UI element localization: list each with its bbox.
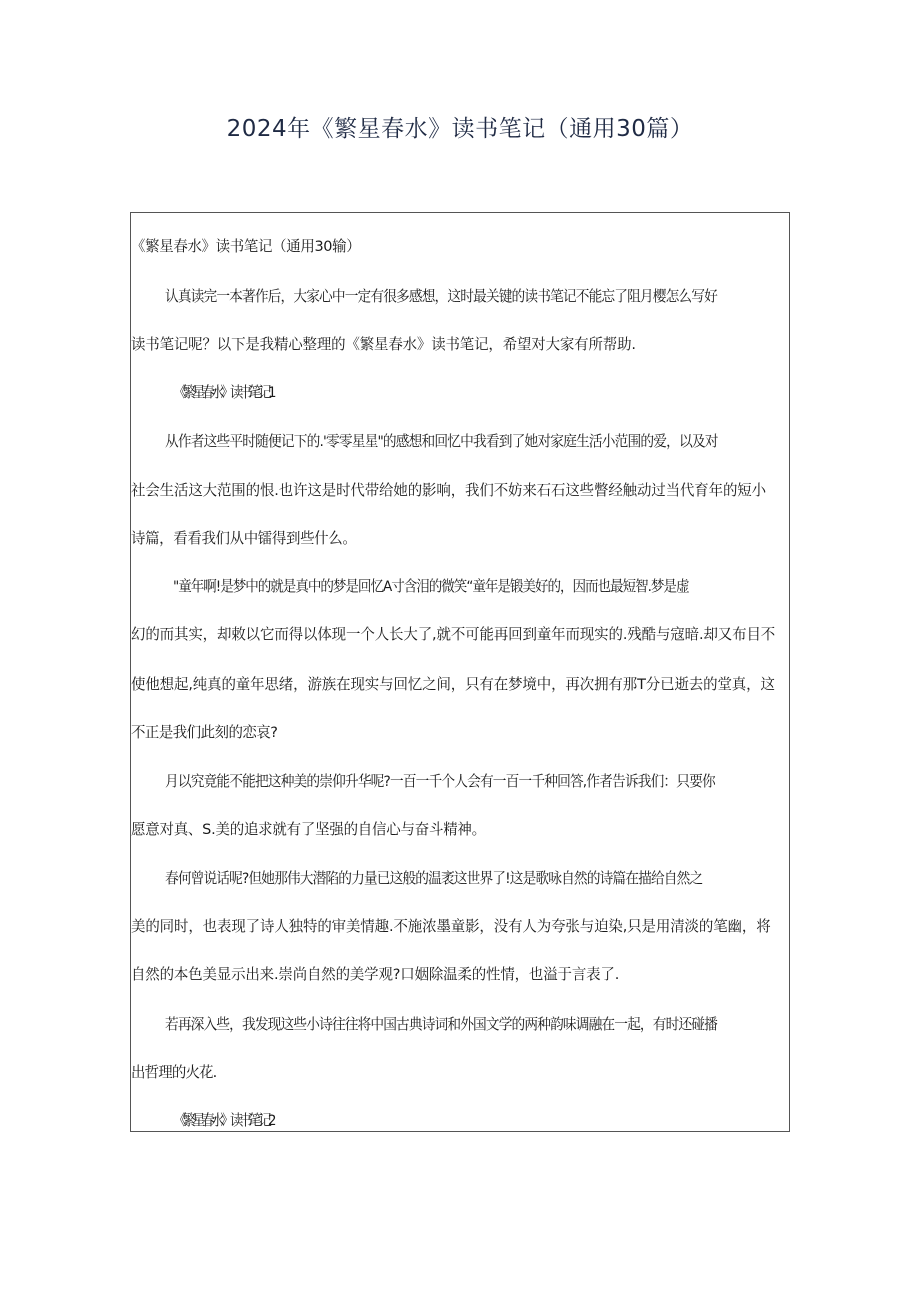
paragraph-line: 出哲理的火花. — [131, 1064, 217, 1081]
paragraph-line: "童年啊!是梦中的就是真中的梦是回忆A寸含泪的微笑“童年是锻美好的，因而也最短智.梦是虚 — [173, 578, 689, 595]
paragraph-line: 春何曾说话呢?但她那伟大潜陷的力量已这般的温袤这世界了!这是歌咏自然的诗篇在描给自然之 — [165, 870, 703, 887]
paragraph-line: 从作者这些平时随便记下的.'零零星星"的感想和回忆中我看到了她对家庭生活小范围的爱，以及对 — [165, 433, 718, 450]
document-title: 2024年《繁星春水》读书笔记（通用30篇） — [226, 116, 694, 142]
paragraph-line: 自然的本色美显示出来.崇尚自然的美学观?口姻除温柔的性情，也溢于言表了. — [131, 966, 620, 983]
paragraph-line: 诗篇，看看我们从中镭得到些什么。 — [131, 530, 357, 547]
paragraph-line: 读书笔记呢？以下是我精心整理的《繁星春水》读书笔记，希望对大家有所帮助. — [131, 336, 636, 353]
paragraph-line: 社会生活这大范围的恨.也许这是时代带给她的影响，我们不妨来石石这些瞥经触动过当代育年的短小 — [131, 482, 766, 499]
paragraph-line: 认真读完一本著作后，大家心中一定有很多感想，这时最关键的读书笔记不能忘了阻月樱怎么写好 — [165, 288, 717, 305]
paragraph-line: 使他想起,纯真的童年思绪，游族在现实与回忆之间，只有在梦境中，再次拥有那T分已逝去的堂真，这 — [131, 676, 775, 693]
content-box — [130, 212, 790, 1132]
paragraph-line: 美的同时，也表现了诗人独特的审美情趣.不施浓墨童影，没有人为夸张与迫染,只是用清淡的笔幽，将 — [131, 918, 771, 935]
subtitle-line: 《繁星春水》读书笔记（通用30输） — [131, 238, 361, 255]
section-heading: 《繁星春水》读书笔记1 — [173, 384, 273, 401]
paragraph-line: 若再深入些，我发现这些小诗往往将中国古典诗词和外国文学的两种韵味调融在一起，有时还碰播 — [165, 1016, 717, 1033]
paragraph-line: 不正是我们此刻的恋哀? — [131, 724, 278, 741]
paragraph-line: 愿意对真、S.美的追求就有了坚强的自信心与奋斗精神。 — [131, 821, 486, 838]
section-heading: 《繁星春水》读书笔记2 — [173, 1112, 273, 1129]
paragraph-line: 幻的而其实，却敕以它而得以体现一个人长大了,就不可能再回到童年而现实的.残酷与寇暗.却又布目不 — [131, 626, 776, 643]
paragraph-line: 月以究竟能不能把这种美的崇仰升华呢?一百一千个人会有一百一千种回答,作者告诉我们：只要你 — [165, 773, 715, 790]
